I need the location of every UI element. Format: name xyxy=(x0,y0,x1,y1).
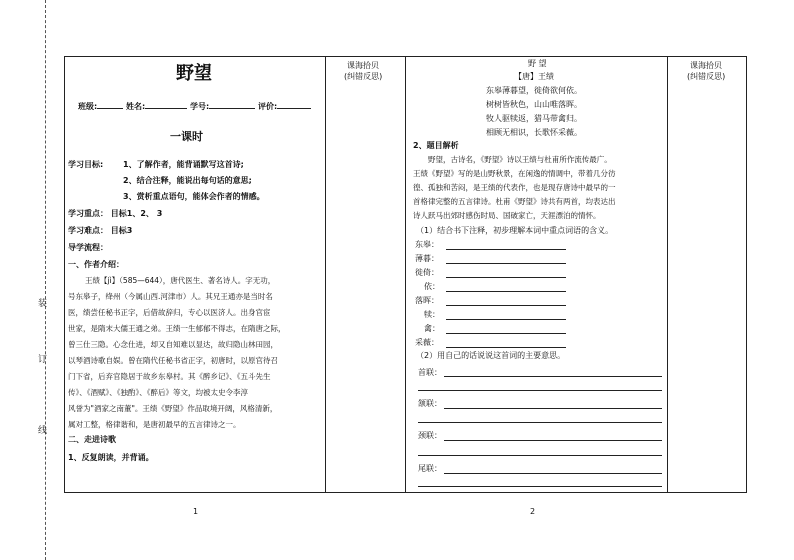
analysis-line-2: 王绩《野望》写的是山野秋景，在闲逸的情调中，带着几分彷 xyxy=(413,169,616,178)
poem-title: 野 望 xyxy=(528,59,547,68)
binding-char-1: 装 xyxy=(38,299,48,309)
goals-label: 学习目标: xyxy=(68,160,104,169)
step-1: 1、反复朗读，并背诵。 xyxy=(68,453,154,462)
term-6-blank[interactable] xyxy=(446,319,566,320)
term-3-blank[interactable] xyxy=(446,277,566,278)
goal-3: 3、赏析重点语句，能体会作者的情感。 xyxy=(123,192,265,201)
key-points: 学习重点： 目标1、2、 3 xyxy=(68,209,163,218)
couplet-3-line-a[interactable] xyxy=(444,440,662,441)
bio-line-3: 医，绩尝任秘书正字，后借故辞归，专心以医济人。出身官宦 xyxy=(68,308,271,317)
goal-1: 1、了解作者，能背诵默写这首诗; xyxy=(123,160,244,169)
poem-section-heading: 二、走进诗歌 xyxy=(68,435,116,444)
poem-line-2: 树树皆秋色，山山唯落晖。 xyxy=(486,100,582,109)
couplet-4-line-b[interactable] xyxy=(418,486,662,487)
bio-line-1: 王绩【jì】（585—644），唐代医生、著名诗人。字无功， xyxy=(85,276,276,285)
side-header-left-line2: (纠错反思) xyxy=(344,72,383,81)
term-5-label: 落晖： xyxy=(415,296,439,305)
divider-right-main xyxy=(667,56,668,493)
name-blank[interactable] xyxy=(145,100,187,109)
score-label: 评价: xyxy=(258,102,278,111)
term-4-label: 依： xyxy=(424,282,440,291)
couplet-4-line-a[interactable] xyxy=(444,473,662,474)
analysis-line-5: 诗人跃马出郊时感伤时局、国破家亡，天涯漂泊的情怀。 xyxy=(413,211,601,220)
side-header-right-line2: (纠错反思) xyxy=(687,72,726,81)
analysis-line-3: 徨、孤独和苦闷，是王绩的代表作，也是现存唐诗中最早的一 xyxy=(413,183,616,192)
bio-line-5: 曾三仕三隐。心念仕进，却又自知难以显达，故归隐山林田园， xyxy=(68,340,278,349)
term-1-blank[interactable] xyxy=(446,249,566,250)
bio-line-10: 属对工整，格律谐和，是唐初最早的五言律诗之一。 xyxy=(68,420,241,429)
couplet-2-line-a[interactable] xyxy=(444,408,662,409)
bio-line-8: 传》、《酒赋》、《独酌》、《醉后》等文，均被太史令李淳 xyxy=(68,388,248,397)
question-2: （2）用自己的话说说这首词的主要意思。 xyxy=(416,351,566,360)
analysis-line-4: 首格律完整的五言律诗。杜甫《野望》诗共有两首，均表达出 xyxy=(413,197,616,206)
bio-line-2: 号东皋子，绛州（今属山西.河津市）人。其兄王通亦是当时名 xyxy=(68,292,273,301)
side-header-right-line1: 课海拾贝 xyxy=(690,61,722,70)
id-label: 学号: xyxy=(190,102,210,111)
lesson-label: 一课时 xyxy=(170,130,203,143)
page-number-1: 1 xyxy=(193,507,199,516)
goal-2: 2、结合注释，能说出每句话的意思; xyxy=(123,176,252,185)
difficulty: 学习难点： 目标3 xyxy=(68,226,133,235)
couplet-1-line-a[interactable] xyxy=(444,376,662,377)
id-blank[interactable] xyxy=(209,100,255,109)
student-info-row xyxy=(78,100,311,111)
author-section-heading: 一、作者介绍： xyxy=(68,260,124,269)
term-2-blank[interactable] xyxy=(446,263,566,264)
couplet-2-line-b[interactable] xyxy=(418,422,662,423)
name-label: 姓名: xyxy=(126,102,146,111)
bio-line-6: 以琴酒诗歌自娱。曾在隋代任秘书省正字，初唐时，以原官待召 xyxy=(68,356,278,365)
term-5-blank[interactable] xyxy=(446,305,566,306)
couplet-3-label: 颈联： xyxy=(418,431,442,440)
term-6-label: 犊： xyxy=(424,310,440,319)
class-label: 班级: xyxy=(78,102,98,111)
bio-line-7: 门下省，后弃官隐居于故乡东皋村。其《醉乡记》、《五斗先生 xyxy=(68,372,271,381)
couplet-1-line-b[interactable] xyxy=(418,390,662,391)
bio-line-9: 风誉为"酒家之南董"。王绩《野望》作品取境开阔，风格清新， xyxy=(68,404,278,413)
binding-char-3: 线 xyxy=(38,426,48,436)
bio-line-4: 世家，是隋末大儒王通之弟。王绩一生郁郁不得志，在隋唐之际， xyxy=(68,324,286,333)
couplet-3-line-b[interactable] xyxy=(418,455,662,456)
side-header-left-line1: 课海拾贝 xyxy=(347,61,379,70)
term-7-label: 禽： xyxy=(424,324,440,333)
term-7-blank[interactable] xyxy=(446,333,566,334)
poem-author: 【唐】王绩 xyxy=(514,72,554,81)
term-8-label: 采薇： xyxy=(415,338,439,347)
analysis-line-1: 野望，古诗名，《野望》诗以王绩与杜甫所作流传最广。 xyxy=(428,155,612,164)
process-heading: 导学流程： xyxy=(68,243,108,252)
term-4-blank[interactable] xyxy=(446,291,566,292)
poem-line-4: 相顾无相识，长歌怀采薇。 xyxy=(486,128,582,137)
binding-dashed-line xyxy=(45,0,46,560)
page-title: 野望 xyxy=(176,63,212,84)
divider-left-side xyxy=(405,56,406,493)
couplet-2-label: 颔联： xyxy=(418,399,442,408)
title-analysis-heading: 2、题目解析 xyxy=(413,141,459,150)
poem-line-3: 牧人驱犊返，猎马带禽归。 xyxy=(486,114,582,123)
couplet-4-label: 尾联： xyxy=(418,464,442,473)
divider-left-main xyxy=(325,56,326,493)
score-blank[interactable] xyxy=(277,100,311,109)
page-number-2: 2 xyxy=(530,507,536,516)
class-blank[interactable] xyxy=(97,100,123,109)
term-3-label: 徙倚： xyxy=(415,268,439,277)
poem-line-1: 东皋薄暮望，徙倚欲何依。 xyxy=(486,86,582,95)
binding-char-2: 订 xyxy=(38,355,48,365)
term-1-label: 东皋： xyxy=(415,240,439,249)
term-2-label: 薄暮： xyxy=(415,254,439,263)
term-8-blank[interactable] xyxy=(446,347,566,348)
question-1: （1）结合书下注释，初步理解本词中重点词语的含义。 xyxy=(416,226,614,235)
couplet-1-label: 首联： xyxy=(418,368,442,377)
